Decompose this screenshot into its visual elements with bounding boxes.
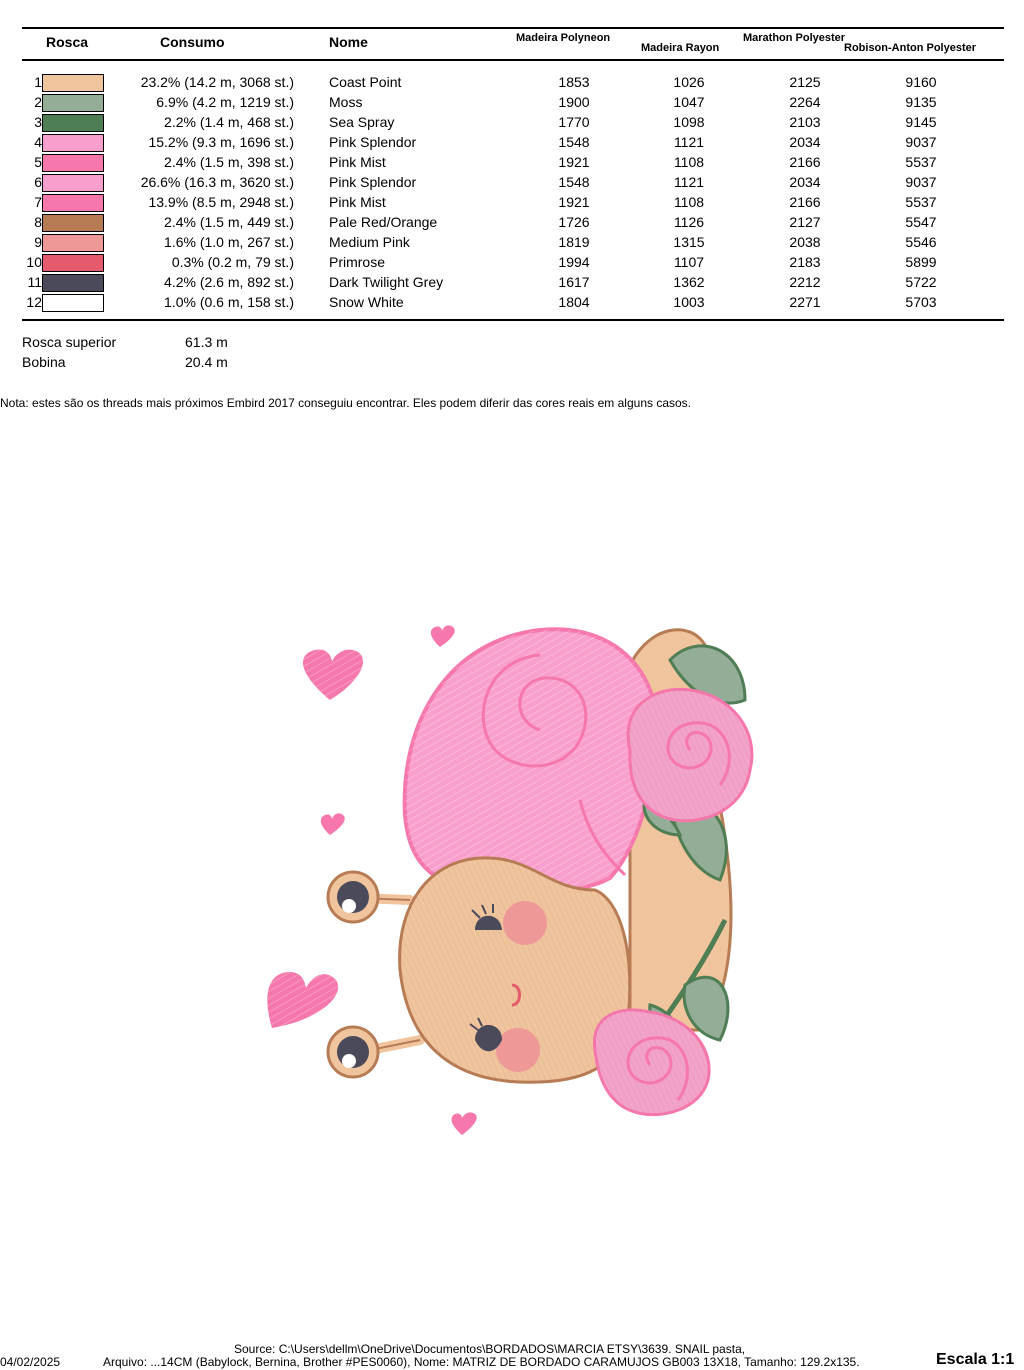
robison-cell: 9145: [905, 114, 937, 130]
color-swatch: [42, 214, 104, 232]
madeira-rayon-cell: 1026: [673, 74, 705, 90]
heart-icon-left: [267, 972, 338, 1028]
robison-cell: 9037: [905, 174, 937, 190]
rosca-superior-value: 61.3 m: [185, 334, 228, 350]
madeira-polyneon-cell: 1994: [558, 254, 590, 270]
bobina-value: 20.4 m: [185, 354, 228, 370]
color-swatch: [42, 294, 104, 312]
madeira-polyneon-cell: 1921: [558, 154, 590, 170]
madeira-polyneon-cell: 1548: [558, 134, 590, 150]
madeira-rayon-cell: 1003: [673, 294, 705, 310]
consumo-cell: 1.0% (0.6 m, 158 st.): [164, 294, 294, 310]
heart-icon-top: [431, 625, 455, 647]
row-number: 7: [34, 194, 42, 210]
table-row: [0, 152, 1024, 172]
consumo-cell: 1.6% (1.0 m, 267 st.): [164, 234, 294, 250]
row-number: 2: [34, 94, 42, 110]
color-swatch: [42, 94, 104, 112]
snail-shell: [405, 629, 658, 891]
table-row: [0, 192, 1024, 212]
madeira-polyneon-cell: 1770: [558, 114, 590, 130]
madeira-rayon-cell: 1108: [673, 154, 705, 170]
header-consumo: Consumo: [160, 34, 225, 50]
row-number: 1: [34, 74, 42, 90]
marathon-cell: 2183: [789, 254, 821, 270]
marathon-cell: 2166: [789, 154, 821, 170]
antenna-eye-top: [328, 872, 378, 922]
consumo-cell: 0.3% (0.2 m, 79 st.): [171, 254, 294, 270]
robison-cell: 9135: [905, 94, 937, 110]
header-nome: Nome: [329, 34, 368, 50]
madeira-polyneon-cell: 1819: [558, 234, 590, 250]
marathon-cell: 2034: [789, 134, 821, 150]
row-number: 6: [34, 174, 42, 190]
name-cell: Snow White: [329, 294, 404, 310]
row-number: 8: [34, 214, 42, 230]
consumo-cell: 15.2% (9.3 m, 1696 st.): [148, 134, 294, 150]
color-swatch: [42, 234, 104, 252]
marathon-cell: 2264: [789, 94, 821, 110]
table-row: [0, 272, 1024, 292]
marathon-cell: 2125: [789, 74, 821, 90]
consumo-cell: 2.4% (1.5 m, 398 st.): [164, 154, 294, 170]
header-madeira-rayon: Madeira Rayon: [641, 42, 720, 54]
scale-label: Escala 1:1: [936, 1351, 1015, 1368]
robison-cell: 5722: [905, 274, 937, 290]
heart-icon-top-left: [303, 649, 363, 700]
marathon-cell: 2103: [789, 114, 821, 130]
embroidery-design-preview: [250, 600, 790, 1160]
table-row: [0, 252, 1024, 272]
table-row: [0, 212, 1024, 232]
table-row: [0, 292, 1024, 312]
header-robison-anton-polyester: Robison-Anton Polyester: [844, 42, 977, 54]
header-rosca: Rosca: [46, 34, 89, 50]
row-number: 12: [26, 294, 42, 310]
row-number: 10: [26, 254, 42, 270]
table-row: [0, 112, 1024, 132]
madeira-rayon-cell: 1047: [673, 94, 705, 110]
madeira-rayon-cell: 1362: [673, 274, 705, 290]
consumo-cell: 13.9% (8.5 m, 2948 st.): [148, 194, 294, 210]
madeira-rayon-cell: 1098: [673, 114, 705, 130]
name-cell: Moss: [329, 94, 363, 110]
table-row: [0, 72, 1024, 92]
madeira-rayon-cell: 1107: [673, 254, 705, 270]
color-swatch: [42, 74, 104, 92]
consumo-cell: 23.2% (14.2 m, 3068 st.): [140, 74, 294, 90]
robison-cell: 5537: [905, 154, 937, 170]
header-madeira-polyneon: Madeira Polyneon: [516, 32, 611, 44]
robison-cell: 9160: [905, 74, 937, 90]
robison-cell: 5703: [905, 294, 937, 310]
color-swatch: [42, 134, 104, 152]
row-number: 5: [34, 154, 42, 170]
heart-icon-mid-left: [321, 813, 345, 835]
footer-arquivo: Arquivo: ...14CM (Babylock, Bernina, Brother #PES0060), Nome: MATRIZ DE BORDADO CARAMUJOS GB003 13X18, Tamanho: 129.2x135.: [103, 1355, 860, 1369]
madeira-rayon-cell: 1108: [673, 194, 705, 210]
rosca-superior-label: Rosca superior: [22, 334, 117, 350]
robison-cell: 5546: [905, 234, 937, 250]
heart-icon-bottom: [451, 1112, 476, 1135]
color-swatch: [42, 274, 104, 292]
name-cell: Sea Spray: [329, 114, 395, 130]
name-cell: Pink Mist: [329, 194, 386, 210]
name-cell: Dark Twilight Grey: [329, 274, 444, 290]
madeira-rayon-cell: 1315: [673, 234, 705, 250]
name-cell: Pink Splendor: [329, 174, 417, 190]
madeira-rayon-cell: 1121: [673, 134, 705, 150]
name-cell: Medium Pink: [329, 234, 410, 250]
name-cell: Pale Red/Orange: [329, 214, 438, 230]
consumo-cell: 4.2% (2.6 m, 892 st.): [164, 274, 294, 290]
color-swatch: [42, 194, 104, 212]
madeira-rayon-cell: 1121: [673, 174, 705, 190]
madeira-polyneon-cell: 1548: [558, 174, 590, 190]
marathon-cell: 2034: [789, 174, 821, 190]
bobina-label: Bobina: [22, 354, 66, 370]
footer-date: 04/02/2025: [0, 1355, 61, 1369]
color-swatch: [42, 114, 104, 132]
color-swatch: [42, 174, 104, 192]
color-swatch: [42, 254, 104, 272]
madeira-polyneon-cell: 1853: [558, 74, 590, 90]
row-number: 11: [27, 274, 42, 290]
rose-icon-top: [628, 689, 752, 820]
row-number: 3: [34, 114, 42, 130]
row-number: 4: [34, 134, 42, 150]
name-cell: Primrose: [329, 254, 386, 270]
note-text: Nota: estes são os threads mais próximos Embird 2017 conseguiu encontrar. Eles podem diferir das cores reais em alguns casos.: [0, 396, 692, 410]
robison-cell: 5547: [905, 214, 937, 230]
consumo-cell: 2.2% (1.4 m, 468 st.): [164, 114, 294, 130]
consumo-cell: 2.4% (1.5 m, 449 st.): [164, 214, 294, 230]
row-number: 9: [34, 234, 42, 250]
marathon-cell: 2038: [789, 234, 821, 250]
consumo-cell: 6.9% (4.2 m, 1219 st.): [156, 94, 294, 110]
table-bottom-rule: [22, 319, 1004, 321]
table-header-rule: [22, 59, 1004, 61]
table-row: [0, 172, 1024, 192]
color-swatch: [42, 154, 104, 172]
name-cell: Pink Mist: [329, 154, 386, 170]
marathon-cell: 2166: [789, 194, 821, 210]
marathon-cell: 2127: [789, 214, 821, 230]
robison-cell: 5537: [905, 194, 937, 210]
robison-cell: 9037: [905, 134, 937, 150]
antenna-eye-bottom: [328, 1027, 378, 1077]
name-cell: Pink Splendor: [329, 134, 417, 150]
madeira-polyneon-cell: 1921: [558, 194, 590, 210]
header-marathon-polyester: Marathon Polyester: [743, 32, 846, 44]
footer-source: Source: C:\Users\dellm\OneDrive\Documentos\BORDADOS\MARCIA ETSY\3639. SNAIL pasta,: [234, 1342, 746, 1356]
name-cell: Coast Point: [329, 74, 402, 90]
madeira-rayon-cell: 1126: [673, 214, 705, 230]
table-row: [0, 92, 1024, 112]
marathon-cell: 2271: [789, 294, 821, 310]
table-top-rule: [22, 27, 1004, 29]
robison-cell: 5899: [905, 254, 937, 270]
madeira-polyneon-cell: 1726: [558, 214, 590, 230]
marathon-cell: 2212: [789, 274, 821, 290]
madeira-polyneon-cell: 1804: [558, 294, 590, 310]
madeira-polyneon-cell: 1617: [558, 274, 590, 290]
table-row: [0, 132, 1024, 152]
consumo-cell: 26.6% (16.3 m, 3620 st.): [140, 174, 294, 190]
table-row: [0, 232, 1024, 252]
madeira-polyneon-cell: 1900: [558, 94, 590, 110]
